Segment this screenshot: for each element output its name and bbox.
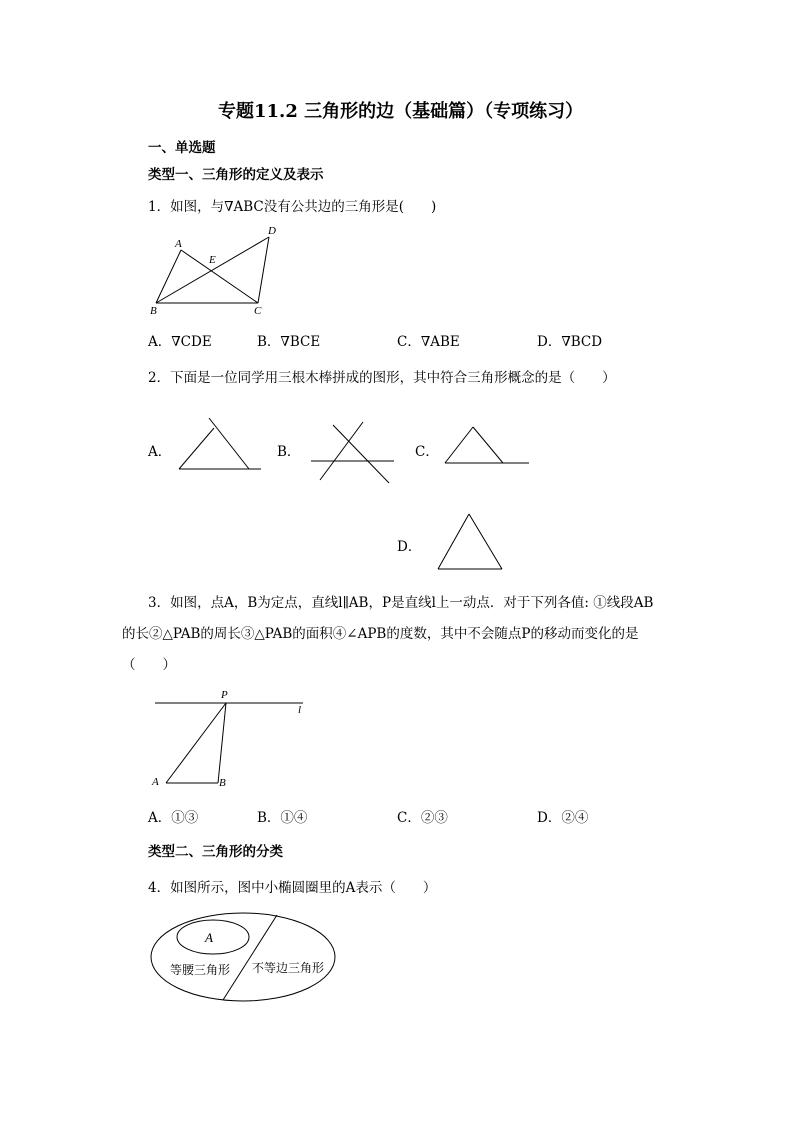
- q2-option-a-label: A．: [148, 444, 172, 460]
- q1-label-b: B: [150, 305, 157, 317]
- q3-label-p: P: [221, 689, 228, 701]
- q2-stem: 2．下面是一位同学用三根木棒拼成的图形，其中符合三角形概念的是（ ）: [148, 370, 616, 386]
- q4-stem: 4．如图所示，图中小椭圆圈里的A表示（ ）: [148, 880, 437, 896]
- q3-stem-line2: 的长②△PAB的周长③△PAB的面积④∠APB的度数，其中不会随点P的移动而变化的是: [122, 626, 639, 642]
- q1-label-a: A: [175, 238, 182, 250]
- q1-stem: 1．如图，与∇ABC没有公共边的三角形是( ): [148, 199, 437, 215]
- q1-option-c: C．∇ABE: [397, 334, 460, 350]
- q4-label-a: A: [205, 930, 213, 945]
- section-heading: 一、单选题: [148, 140, 216, 156]
- q2-option-d-label: D．: [397, 539, 422, 555]
- q4-label-right: 不等边三角形: [252, 961, 325, 975]
- q3-option-d: D．②④: [537, 810, 589, 826]
- type-heading-2: 类型二、三角形的分类: [148, 844, 283, 860]
- page-title: 专题11.2 三角形的边（基础篇）（专项练习）: [218, 101, 584, 122]
- q1-option-b: B．∇BCE: [257, 334, 321, 350]
- q1-label-d: D: [268, 225, 276, 237]
- q3-option-c: C．②③: [397, 810, 448, 826]
- q3-label-l: l: [298, 704, 302, 716]
- q3-stem-line1: 3．如图，点A，B为定点，直线l∥AB，P是直线l上一动点．对于下列各值: ①线段AB: [148, 595, 654, 611]
- q1-label-c: C: [254, 305, 262, 317]
- q3-stem-line3: （ ）: [122, 657, 176, 673]
- q2-option-b-label: B．: [277, 444, 301, 460]
- q1-label-e: E: [209, 254, 216, 266]
- q2-option-c-label: C．: [415, 444, 439, 460]
- q4-label-left: 等腰三角形: [170, 963, 231, 977]
- type-heading-1: 类型一、三角形的定义及表示: [148, 167, 324, 183]
- q1-option-d: D．∇BCD: [537, 334, 603, 350]
- q3-label-b: B: [219, 777, 226, 789]
- q1-option-a: A．∇CDE: [148, 334, 212, 350]
- q3-label-a: A: [152, 776, 159, 788]
- q3-option-a: A．①③: [148, 810, 199, 826]
- q3-option-b: B．①④: [257, 810, 308, 826]
